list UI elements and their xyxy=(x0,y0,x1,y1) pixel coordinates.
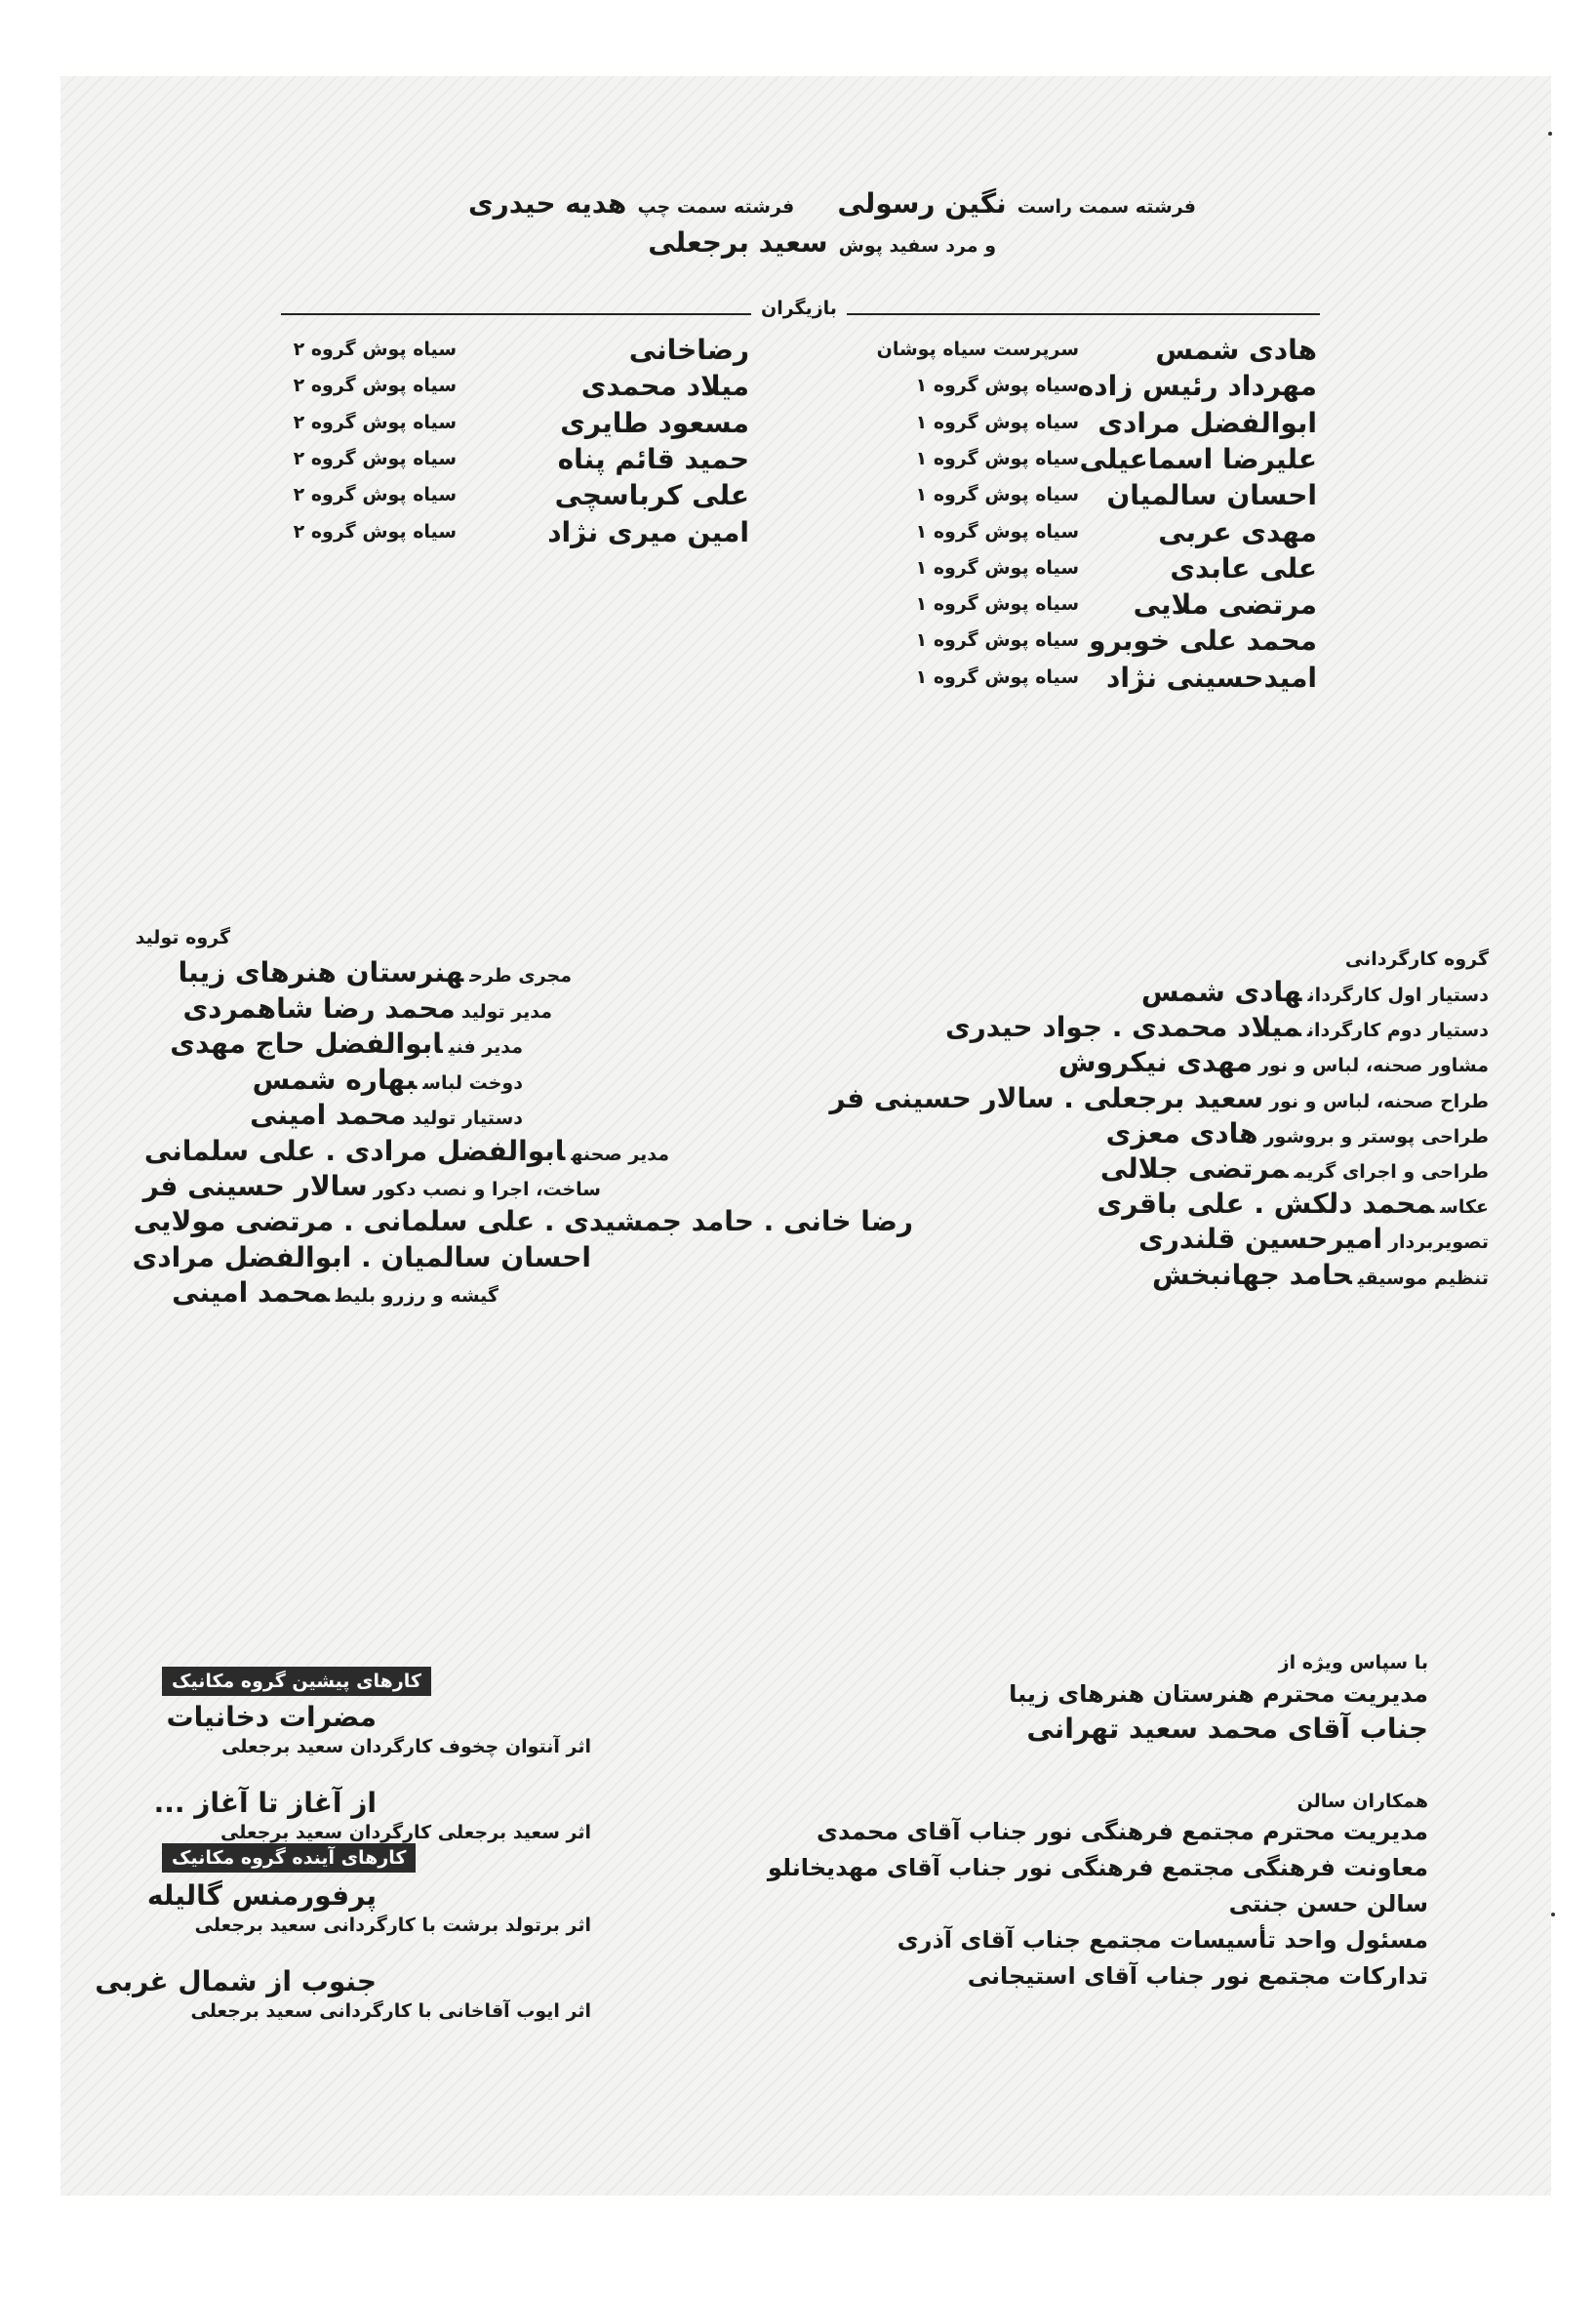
cast-role: سیاه پوش گروه ۲ xyxy=(293,520,457,543)
production-row xyxy=(144,1135,669,1167)
cast-name: رضاخانی xyxy=(628,334,749,366)
credit-names: هادی شمس xyxy=(1140,976,1302,1008)
upcoming-works-heading xyxy=(162,1843,416,1873)
intro-line-2 xyxy=(648,226,996,259)
cast-role: سیاه پوش گروه ۱ xyxy=(915,665,1079,688)
production-heading: گروه تولید xyxy=(135,927,230,948)
cast-role: سیاه پوش گروه ۲ xyxy=(293,339,457,360)
cast-name: مهرداد رئیس زاده xyxy=(1077,370,1317,403)
work-credit: اثر برتولد برشت با کارگردانی سعید برجعلی xyxy=(194,1915,591,1936)
credit-label: دستیار تولید xyxy=(412,1108,523,1129)
production-row xyxy=(182,992,552,1025)
cast-name: احسان سالمیان xyxy=(1106,479,1317,512)
directing-row xyxy=(1152,1259,1489,1291)
directing-row xyxy=(1097,1188,1489,1220)
directing-row xyxy=(945,1011,1489,1043)
credit-names: بهاره شمس xyxy=(252,1063,418,1096)
venue-line: سالن حسن جنتی xyxy=(1228,1890,1428,1917)
credit-label: دستیار اول کارگردان xyxy=(1307,985,1489,1006)
cast-role: سیاه پوش گروه ۲ xyxy=(293,447,457,469)
venue-line: معاونت فرهنگی مجتمع فرهنگی نور جناب آقای مهدیخانلو xyxy=(767,1854,1428,1881)
credit-label: ساخت، اجرا و نصب دکور xyxy=(373,1179,601,1200)
directing-heading: گروه کارگردانی xyxy=(1344,948,1489,970)
production-row xyxy=(250,1099,523,1131)
venue-line: مدیریت محترم مجتمع فرهنگی نور جناب آقای محمدی xyxy=(817,1818,1428,1845)
cast-role: سیاه پوش گروه ۲ xyxy=(293,411,457,433)
cast-role: سیاه پوش گروه ۲ xyxy=(293,375,457,397)
directing-row xyxy=(1138,1223,1489,1255)
work-title: مضرات دخانیات xyxy=(166,1701,377,1733)
production-row xyxy=(253,1064,523,1096)
credit-names: ابوالفضل مرادی . علی سلمانی xyxy=(143,1134,566,1167)
previous-works-badge: کارهای پیشین گروه مکانیک xyxy=(162,1667,431,1696)
cast-name: هادی شمس xyxy=(1155,334,1317,366)
credit-label: دوخت لباس xyxy=(422,1071,523,1094)
credit-label: مجری طرح xyxy=(469,965,572,987)
production-row xyxy=(170,1028,523,1060)
venue-line: تدارکات مجتمع نور جناب آقای استیجانی xyxy=(967,1962,1428,1990)
cast-name: حمید قائم پناه xyxy=(557,442,749,475)
cast-role: سیاه پوش گروه ۱ xyxy=(915,556,1079,579)
cast-role: سیاه پوش گروه ۱ xyxy=(915,411,1079,433)
credit-names: ابوالفضل حاج مهدی xyxy=(170,1028,443,1060)
cast-name: علی عابدی xyxy=(1170,551,1317,585)
cast-name: میلاد محمدی xyxy=(580,370,749,403)
cast-name: علیرضا اسماعیلی xyxy=(1079,442,1317,475)
credit-names: محمد امینی xyxy=(250,1099,407,1131)
work-title: جنوب از شمال غربی xyxy=(95,1965,377,1997)
credit-names: مرتضی جلالی xyxy=(1099,1152,1289,1185)
cast-name: امین میری نژاد xyxy=(547,515,749,548)
thanks-heading: با سپاس ویژه از xyxy=(1278,1652,1428,1673)
upcoming-works-badge: کارهای آینده گروه مکانیک xyxy=(162,1843,416,1873)
cast-name: محمد علی خوبرو xyxy=(1089,625,1317,658)
actor-name: سعید برجعلی xyxy=(648,226,828,259)
directing-row xyxy=(1106,1117,1489,1149)
credit-names: امیرحسین قلندری xyxy=(1138,1223,1383,1256)
credit-label: عکاس xyxy=(1440,1196,1489,1219)
credit-label: مدیر فنی xyxy=(448,1036,523,1058)
cast-role: سیاه پوش گروه ۱ xyxy=(915,629,1079,652)
crew-line: احسان سالمیان . ابوالفضل مرادی xyxy=(132,1240,591,1273)
credit-names: محمد امینی xyxy=(172,1276,330,1309)
cast-name: مهدی عربی xyxy=(1158,515,1317,548)
credit-label: گیشه و رزرو بلیط xyxy=(335,1285,499,1307)
role-label: فرشته سمت راست xyxy=(1017,196,1196,218)
credit-names: محمد دلکش . علی باقری xyxy=(1097,1188,1435,1221)
ticket-row xyxy=(172,1276,499,1309)
credit-label: طراحی و اجرای گریم xyxy=(1294,1161,1489,1183)
credit-label: دستیار دوم کارگردان xyxy=(1306,1020,1489,1042)
cast-name: امیدحسینی نژاد xyxy=(1105,661,1317,694)
credit-label: تنظیم موسیقی xyxy=(1357,1267,1489,1289)
credit-label: طراح صحنه، لباس و نور xyxy=(1269,1090,1489,1112)
directing-row xyxy=(829,1082,1489,1114)
work-credit: اثر آنتوان چخوف کارگردان سعید برجعلی xyxy=(221,1736,591,1757)
venue-line: مسئول واحد تأسیسات مجتمع جناب آقای آذری xyxy=(897,1926,1428,1954)
cast-name: مسعود طایری xyxy=(560,406,749,439)
cast-role: سیاه پوش گروه ۱ xyxy=(915,484,1079,506)
work-title: پرفورمنس گالیله xyxy=(146,1879,377,1912)
cast-name: علی کرباسچی xyxy=(554,479,749,512)
venue-heading: همکاران سالن xyxy=(1297,1791,1428,1812)
actor-name: نگین رسولی xyxy=(837,187,1007,220)
cast-role: سیاه پوش گروه ۲ xyxy=(293,484,457,506)
directing-row xyxy=(1100,1152,1489,1185)
edge-mark xyxy=(1551,1913,1555,1916)
cast-name: مرتضی ملایی xyxy=(1133,588,1317,622)
cast-role: سیاه پوش گروه ۱ xyxy=(915,520,1079,543)
credit-names: مهدی نیکروش xyxy=(1057,1046,1253,1079)
cast-heading: بازیگران xyxy=(751,298,847,319)
credit-names: میلاد محمدی . جواد حیدری xyxy=(945,1011,1301,1044)
thanks-line-1: مدیریت محترم هنرستان هنرهای زیبا xyxy=(1009,1680,1428,1708)
work-credit: اثر ایوب آقاخانی با کارگردانی سعید برجعلی xyxy=(190,2000,591,2022)
production-row xyxy=(143,1170,601,1202)
cast-role: سیاه پوش گروه ۱ xyxy=(915,447,1079,469)
previous-works-heading xyxy=(162,1667,431,1696)
edge-mark xyxy=(1548,132,1552,136)
cast-role: سیاه پوش گروه ۱ xyxy=(915,375,1079,397)
credit-names: سعید برجعلی . سالار حسینی فر xyxy=(829,1081,1264,1114)
thanks-line-2: جناب آقای محمد سعید تهرانی xyxy=(1026,1713,1428,1745)
cast-name: ابوالفضل مرادی xyxy=(1097,406,1317,439)
production-row xyxy=(179,956,572,988)
directing-row xyxy=(1141,976,1489,1008)
directing-row xyxy=(1058,1046,1489,1078)
intro-line-1 xyxy=(468,187,1196,220)
credit-label: مدیر صحنه xyxy=(571,1143,669,1165)
cast-role: سیاه پوش گروه ۱ xyxy=(915,593,1079,616)
credit-label: تصویربردار xyxy=(1388,1231,1489,1254)
credit-names: محمد رضا شاهمردی xyxy=(182,991,456,1025)
work-title: از آغاز تا آغاز ... xyxy=(153,1787,377,1819)
credit-label: طراحی پوستر و بروشور xyxy=(1263,1125,1489,1148)
work-credit: اثر سعید برجعلی کارگردان سعید برجعلی xyxy=(220,1822,591,1843)
cast-role: سرپرست سیاه پوشان xyxy=(876,339,1079,360)
actor-name: هدیه حیدری xyxy=(467,187,627,220)
credit-label: مدیر تولید xyxy=(460,1000,552,1023)
role-label: و مرد سفید پوش xyxy=(838,235,996,257)
credit-label: مشاور صحنه، لباس و نور xyxy=(1257,1055,1489,1077)
credit-names: سالار حسینی فر xyxy=(142,1170,368,1202)
role-label: فرشته سمت چپ xyxy=(637,196,795,218)
credit-names: هنرستان هنرهای زیبا xyxy=(178,956,464,988)
credit-names: حامد جهانبخش xyxy=(1151,1258,1352,1291)
crew-line: رضا خانی . حامد جمشیدی . علی سلمانی . مرتضی مولایی xyxy=(133,1205,913,1237)
credit-names: هادی معزی xyxy=(1105,1116,1258,1149)
